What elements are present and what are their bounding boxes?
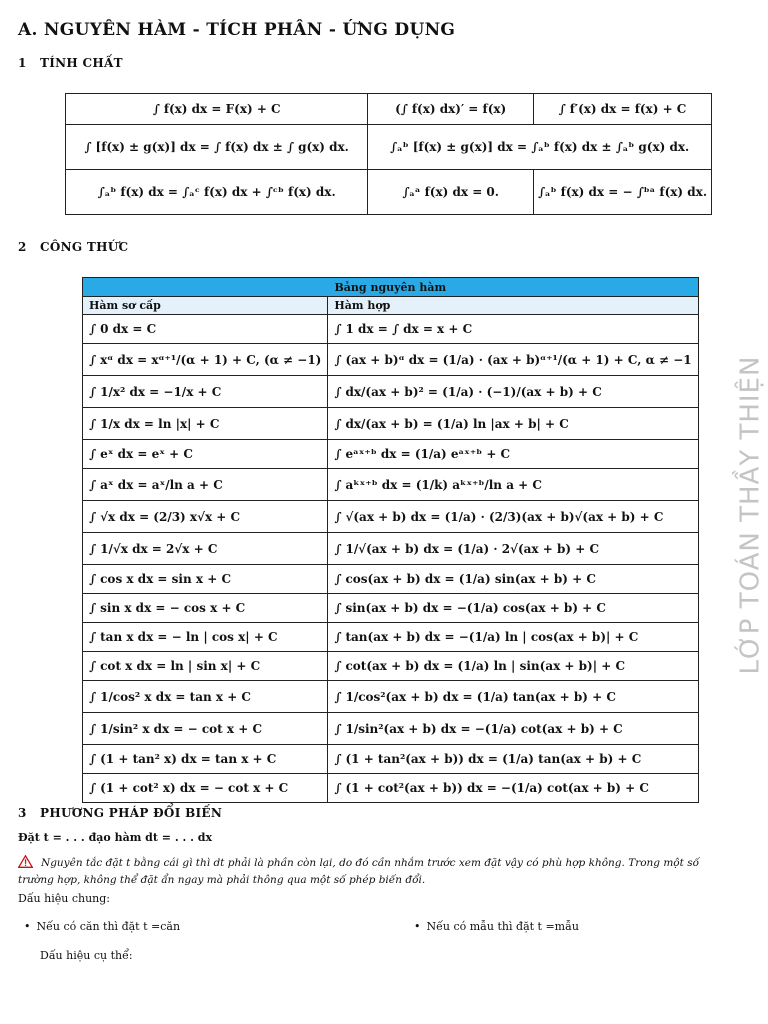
watermark-text: LỚP TOÁN THẦY THIỆN xyxy=(735,355,765,675)
table-row xyxy=(83,623,699,652)
formula-cell: ∫ (1 + cot² x) dx = − cot x + C xyxy=(83,774,328,803)
table-row xyxy=(83,469,699,501)
antiderivative-table xyxy=(82,277,699,803)
warning-text: Nguyên tắc đặt t bằng cái gì thì dt phải là phần còn lại, do đó cần nhắm trước xem đặt vậy có phù hợp không. Trong một số trường hợp, không thể đặt ẩn ngay mà phải thông qua một số phép biến đổi. xyxy=(18,857,700,886)
bullet-radical xyxy=(24,920,180,933)
formula-cell: ∫ aᵏˣ⁺ᵇ dx = (1/k) aᵏˣ⁺ᵇ/ln a + C xyxy=(328,469,698,501)
table-row xyxy=(83,344,699,376)
section-number: 3 xyxy=(18,806,27,820)
table-row xyxy=(83,774,699,803)
formula-cell: ∫ cos x dx = sin x + C xyxy=(83,565,328,594)
table-caption-row xyxy=(83,278,699,297)
table-row xyxy=(83,315,699,344)
warning-icon xyxy=(18,855,33,873)
page-title: A. NGUYÊN HÀM - TÍCH PHÂN - ỨNG DỤNG xyxy=(18,20,456,40)
bullet-text: Nếu có căn thì đặt t =căn xyxy=(36,920,181,933)
section-number: 1 xyxy=(18,56,27,70)
formula-cell: ∫ 1/√(ax + b) dx = (1/a) · 2√(ax + b) + C xyxy=(328,533,698,565)
formula-cell: ∫ tan(ax + b) dx = −(1/a) ln | cos(ax + b)| + C xyxy=(328,623,698,652)
formula-cell: ∫ cos(ax + b) dx = (1/a) sin(ax + b) + C xyxy=(328,565,698,594)
formula-cell: ∫ (ax + b)ᵅ dx = (1/a) · (ax + b)ᵅ⁺¹/(α + 1) + C, α ≠ −1 xyxy=(328,344,698,376)
formula-cell: ∫ 0 dx = C xyxy=(83,315,328,344)
formula-cell: ∫ 1 dx = ∫ dx = x + C xyxy=(328,315,698,344)
warning-note xyxy=(18,855,738,888)
bullet-icon: • xyxy=(24,920,31,933)
formula-cell: ∫ (1 + cot²(ax + b)) dx = −(1/a) cot(ax + b) + C xyxy=(328,774,698,803)
formula-cell: ∫ sin x dx = − cos x + C xyxy=(83,594,328,623)
table-row xyxy=(66,94,712,125)
general-signs-label: Dấu hiệu chung: xyxy=(18,892,110,905)
formula-cell: ∫ tan x dx = − ln | cos x| + C xyxy=(83,623,328,652)
bullet-denominator xyxy=(414,920,579,933)
formula-cell: ∫ (1 + tan²(ax + b)) dx = (1/a) tan(ax + b) + C xyxy=(328,745,698,774)
table-row xyxy=(83,501,699,533)
formula-cell: ∫ dx/(ax + b)² = (1/a) · (−1)/(ax + b) + C xyxy=(328,376,698,408)
table-row xyxy=(83,533,699,565)
formula-cell: ∫ 1/sin²(ax + b) dx = −(1/a) cot(ax + b) + C xyxy=(328,713,698,745)
formula-cell: ∫ cot x dx = ln | sin x| + C xyxy=(83,652,328,681)
formula-cell: ∫ dx/(ax + b) = (1/a) ln |ax + b| + C xyxy=(328,408,698,440)
section-number: 2 xyxy=(18,240,27,254)
formula-cell: ∫ f′(x) dx = f(x) + C xyxy=(533,94,711,125)
table-row xyxy=(83,440,699,469)
bullet-icon: • xyxy=(414,920,421,933)
formula-cell: ∫ xᵅ dx = xᵅ⁺¹/(α + 1) + C, (α ≠ −1) xyxy=(83,344,328,376)
formula-cell: ∫ 1/x dx = ln |x| + C xyxy=(83,408,328,440)
table-row xyxy=(83,713,699,745)
formula-cell: ∫ₐᵇ f(x) dx = ∫ₐᶜ f(x) dx + ∫ᶜᵇ f(x) dx. xyxy=(66,170,368,215)
formula-cell: ∫ eˣ dx = eˣ + C xyxy=(83,440,328,469)
section-heading-formulas xyxy=(18,240,128,254)
formula-cell: ∫ₐᵇ [f(x) ± g(x)] dx = ∫ₐᵇ f(x) dx ± ∫ₐᵇ g(x) dx. xyxy=(368,125,712,170)
section-heading-properties xyxy=(18,56,123,70)
properties-table xyxy=(65,93,712,215)
table-row xyxy=(66,170,712,215)
watermark xyxy=(700,355,768,675)
table-header-row xyxy=(83,297,699,315)
formula-cell: ∫ₐᵃ f(x) dx = 0. xyxy=(368,170,534,215)
column-header-composite: Hàm hợp xyxy=(328,297,698,315)
formula-cell: ∫ √x dx = (2/3) x√x + C xyxy=(83,501,328,533)
table-row xyxy=(83,565,699,594)
bullet-text: Nếu có mẫu thì đặt t =mẫu xyxy=(426,920,579,933)
formula-cell: ∫ f(x) dx = F(x) + C xyxy=(66,94,368,125)
section-title: PHƯƠNG PHÁP ĐỔI BIẾN xyxy=(40,806,223,820)
formula-cell: ∫ √(ax + b) dx = (1/a) · (2/3)(ax + b)√(ax + b) + C xyxy=(328,501,698,533)
table-row xyxy=(83,408,699,440)
formula-cell: ∫ 1/cos² x dx = tan x + C xyxy=(83,681,328,713)
table-row xyxy=(83,376,699,408)
formula-cell: ∫ sin(ax + b) dx = −(1/a) cos(ax + b) + C xyxy=(328,594,698,623)
table-row xyxy=(83,652,699,681)
table-row xyxy=(83,681,699,713)
formula-cell: ∫ aˣ dx = aˣ/ln a + C xyxy=(83,469,328,501)
specific-signs-label: Dấu hiệu cụ thể: xyxy=(40,949,133,962)
formula-cell: ∫ [f(x) ± g(x)] dx = ∫ f(x) dx ± ∫ g(x) dx. xyxy=(66,125,368,170)
table-row xyxy=(83,745,699,774)
section-title: CÔNG THỨC xyxy=(40,240,129,254)
column-header-basic: Hàm sơ cấp xyxy=(83,297,328,315)
formula-cell: ∫ (1 + tan² x) dx = tan x + C xyxy=(83,745,328,774)
section-title: TÍNH CHẤT xyxy=(40,56,123,70)
formula-cell: ∫ 1/√x dx = 2√x + C xyxy=(83,533,328,565)
formula-cell: ∫ 1/x² dx = −1/x + C xyxy=(83,376,328,408)
section-heading-substitution xyxy=(18,806,222,820)
substitution-line: Đặt t = . . . đạo hàm dt = . . . dx xyxy=(18,831,213,844)
table-row xyxy=(66,125,712,170)
formula-cell: (∫ f(x) dx)′ = f(x) xyxy=(368,94,534,125)
formula-cell: ∫ 1/sin² x dx = − cot x + C xyxy=(83,713,328,745)
formula-cell: ∫ eᵃˣ⁺ᵇ dx = (1/a) eᵃˣ⁺ᵇ + C xyxy=(328,440,698,469)
table-caption: Bảng nguyên hàm xyxy=(83,278,699,297)
formula-cell: ∫ 1/cos²(ax + b) dx = (1/a) tan(ax + b) + C xyxy=(328,681,698,713)
formula-cell: ∫ₐᵇ f(x) dx = − ∫ᵇᵃ f(x) dx. xyxy=(533,170,711,215)
table-row xyxy=(83,594,699,623)
formula-cell: ∫ cot(ax + b) dx = (1/a) ln | sin(ax + b)| + C xyxy=(328,652,698,681)
